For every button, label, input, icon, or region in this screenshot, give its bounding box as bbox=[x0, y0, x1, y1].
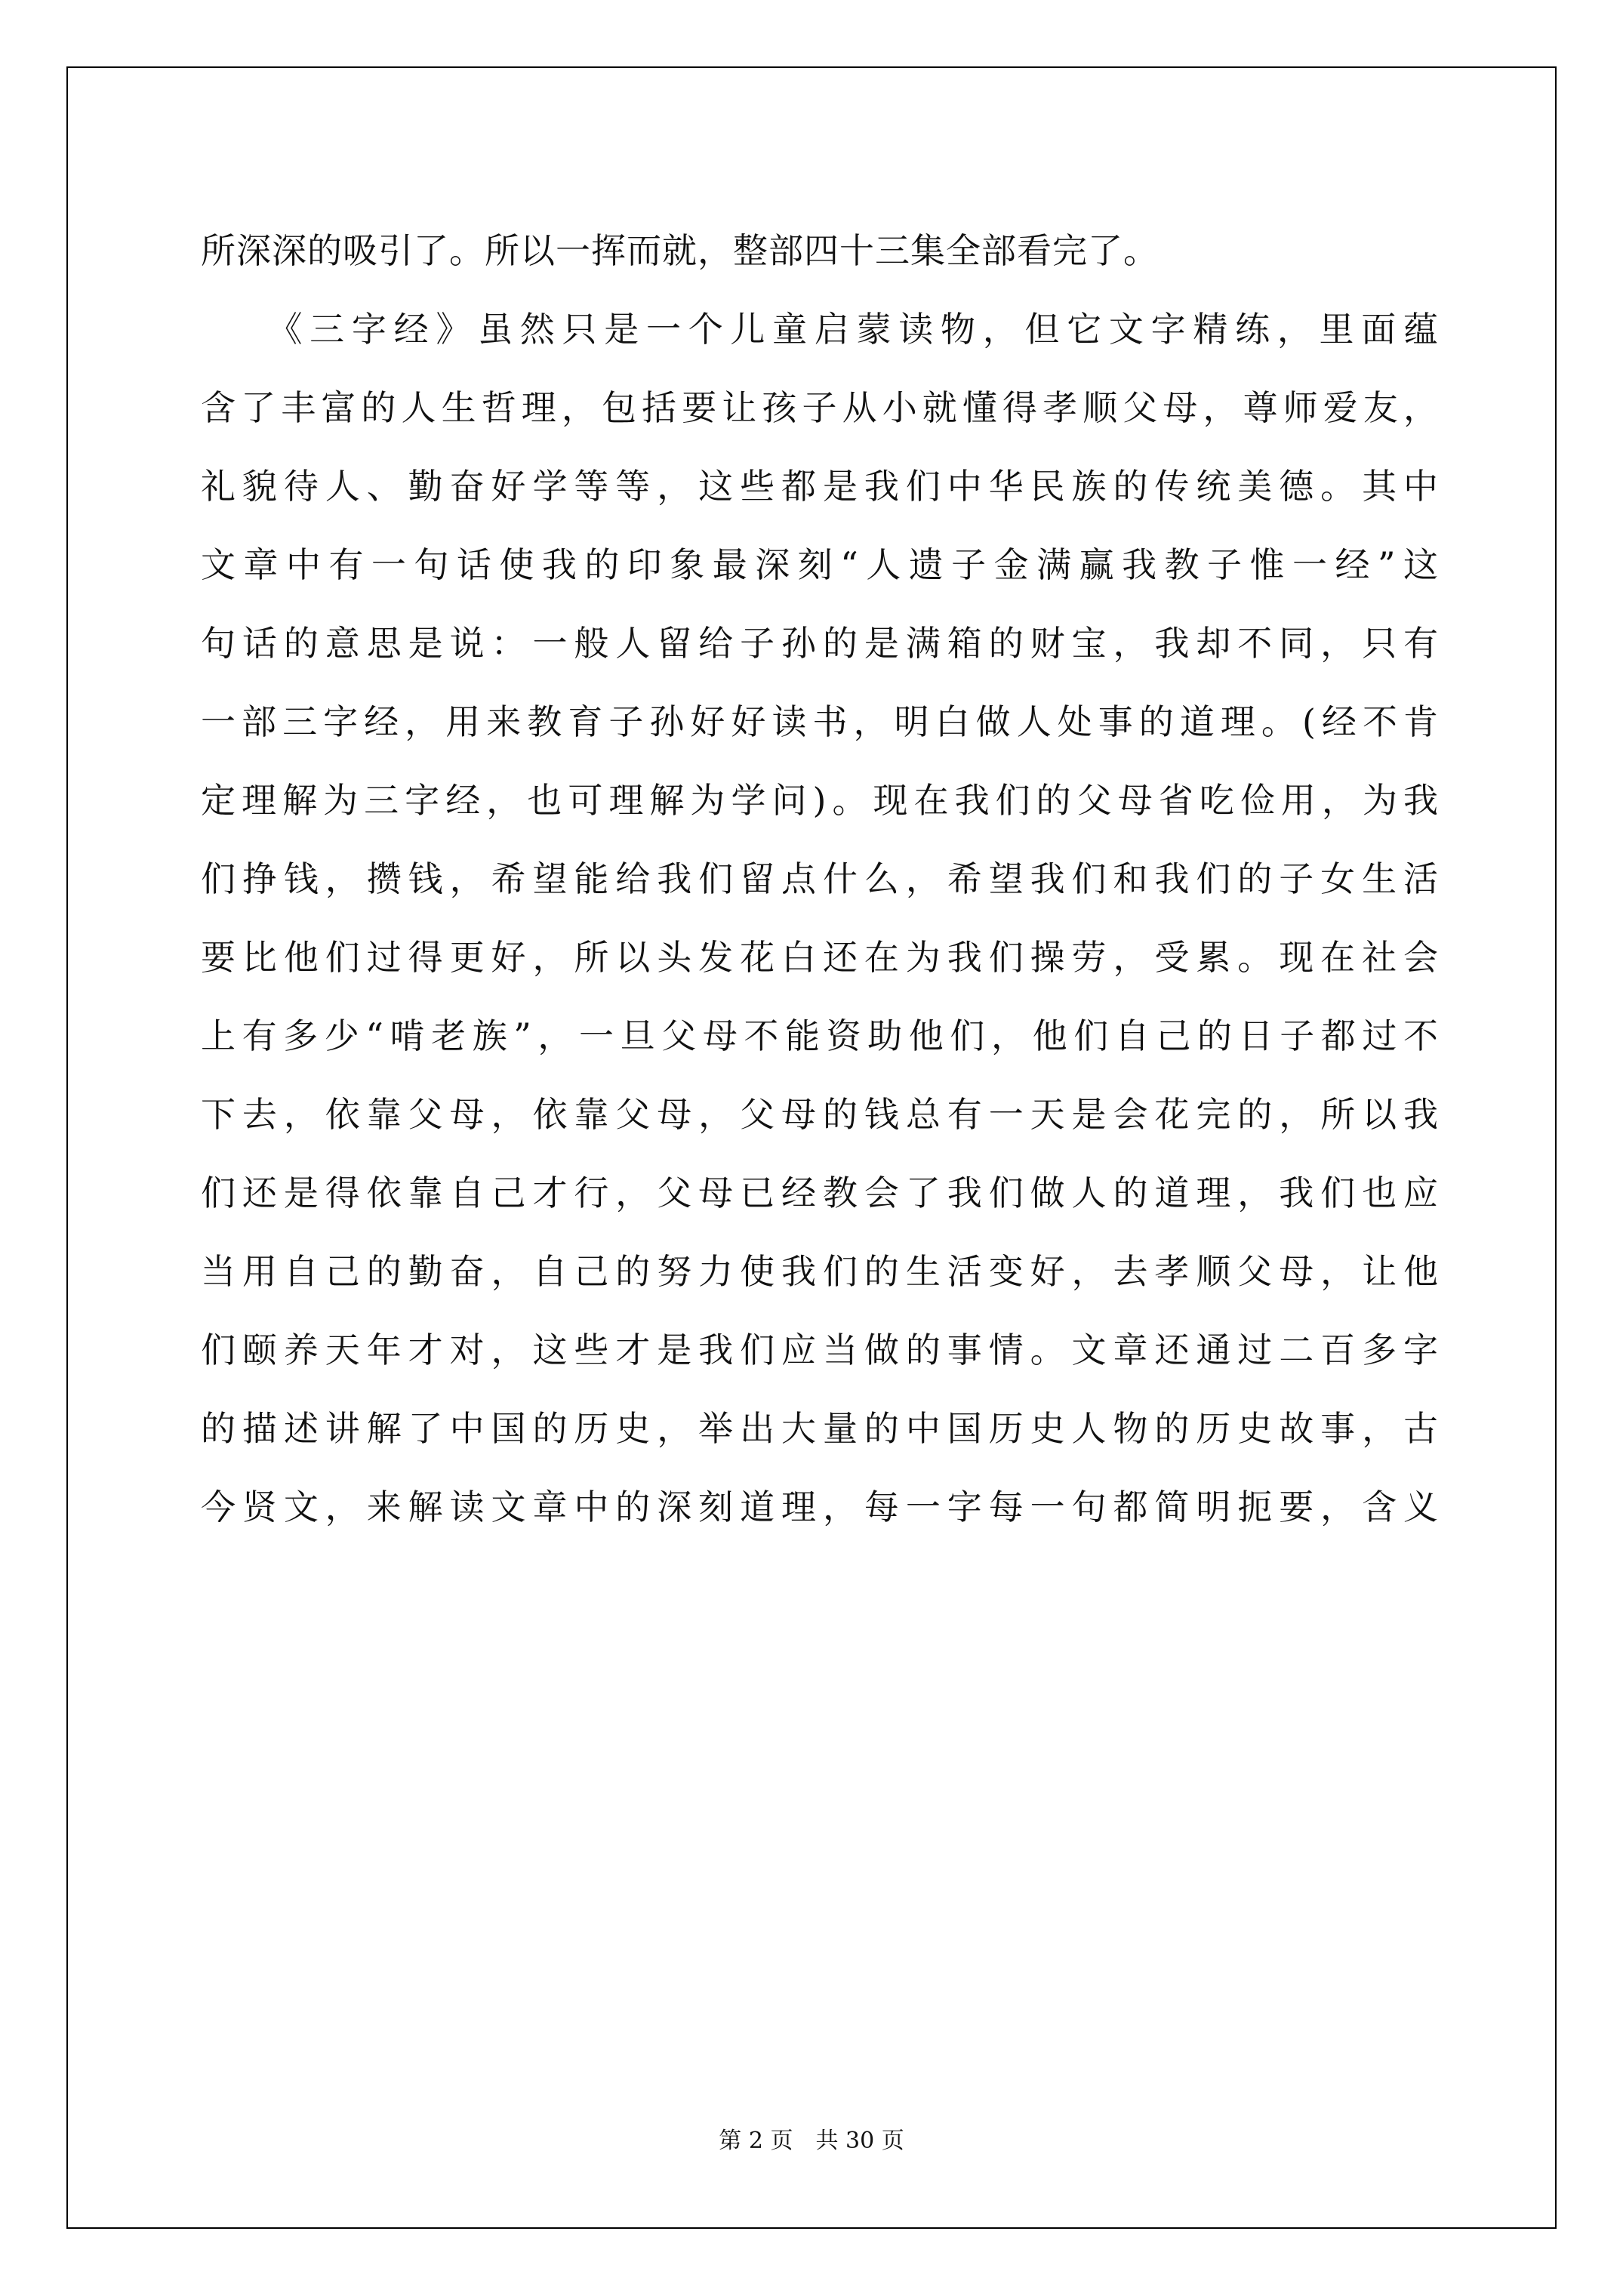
text-line-9: 们挣钱，攒钱，希望能给我们留点什么，希望我们和我们的子女生活 bbox=[201, 858, 1439, 899]
text-line-16: 的描述讲解了中国的历史，举出大量的中国历史人物的历史故事，古 bbox=[201, 1408, 1439, 1449]
text-line-2: 《三字经》虽然只是一个儿童启蒙读物，但它文字精练，里面蕴 bbox=[201, 309, 1439, 350]
text-line-11: 上有多少“啃老族”，一旦父母不能资助他们，他们自己的日子都过不 bbox=[201, 1015, 1439, 1056]
text-line-13: 们还是得依靠自己才行，父母已经教会了我们做人的道理，我们也应 bbox=[201, 1173, 1439, 1213]
page-number-current: 第 2 页 bbox=[719, 2128, 793, 2154]
text-line-8: 定理解为三字经，也可理解为学问)。现在我们的父母省吃俭用，为我 bbox=[201, 780, 1439, 821]
text-line-5: 文章中有一句话使我的印象最深刻“人遗子金满赢我教子惟一经”这 bbox=[201, 544, 1439, 585]
page-footer bbox=[0, 2126, 1623, 2156]
document-body bbox=[201, 211, 1439, 1546]
text-line-7: 一部三字经，用来教育子孙好好读书，明白做人处事的道理。(经不肯 bbox=[201, 701, 1439, 742]
text-line-15: 们颐养天年才对，这些才是我们应当做的事情。文章还通过二百多字 bbox=[201, 1330, 1439, 1370]
text-line-3: 含了丰富的人生哲理，包括要让孩子从小就懂得孝顺父母，尊师爱友， bbox=[201, 387, 1439, 428]
text-line-6: 句话的意思是说：一般人留给子孙的是满箱的财宝，我却不同，只有 bbox=[201, 623, 1439, 664]
text-line-12: 下去，依靠父母，依靠父母，父母的钱总有一天是会花完的，所以我 bbox=[201, 1094, 1439, 1135]
text-line-4: 礼貌待人、勤奋好学等等，这些都是我们中华民族的传统美德。其中 bbox=[201, 466, 1439, 507]
text-line-10: 要比他们过得更好，所以头发花白还在为我们操劳，受累。现在社会 bbox=[201, 937, 1439, 978]
page-number-total: 共 30 页 bbox=[815, 2128, 904, 2154]
text-line-1: 所深深的吸引了。所以一挥而就，整部四十三集全部看完了。 bbox=[201, 230, 1159, 271]
text-line-17: 今贤文，来解读文章中的深刻道理，每一字每一句都简明扼要，含义 bbox=[201, 1487, 1439, 1527]
text-line-14: 当用自己的勤奋，自己的努力使我们的生活变好，去孝顺父母，让他 bbox=[201, 1251, 1439, 1292]
